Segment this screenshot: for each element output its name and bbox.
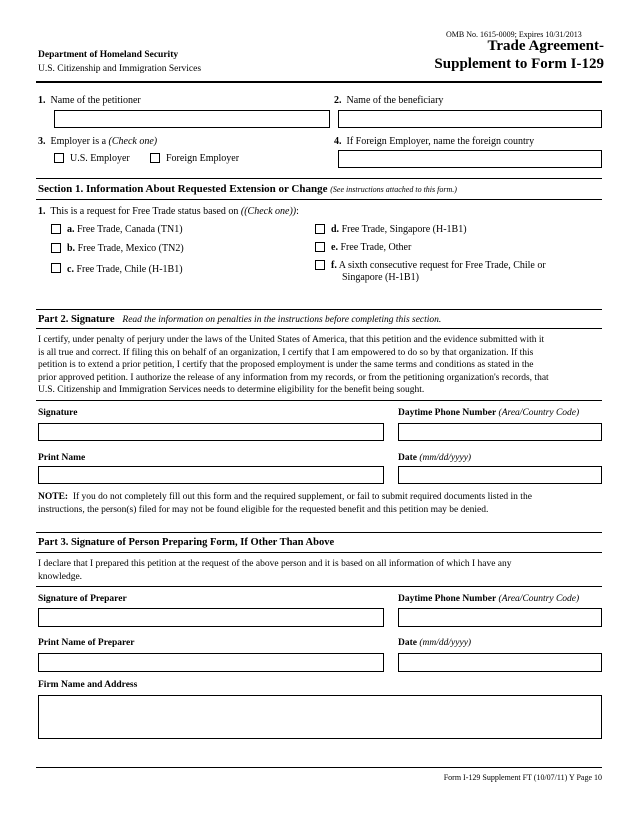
foreign-country-input[interactable] (338, 150, 602, 168)
q4-label: 4. If Foreign Employer, name the foreign country (334, 136, 535, 147)
q3-label: 3. Employer is a (Check one) (38, 136, 158, 147)
preparer-phone-label: Daytime Phone Number (Area/Country Code) (398, 594, 580, 604)
canada-tn1-label: a. Free Trade, Canada (TN1) (67, 224, 183, 235)
signature-label: Signature (38, 408, 78, 418)
section1-bottom-rule (36, 199, 602, 200)
agency-name: U.S. Citizenship and Immigration Services (38, 64, 202, 74)
mexico-tn2-label: b. Free Trade, Mexico (TN2) (67, 243, 184, 254)
omb-number: OMB No. 1615-0009; Expires 10/31/2013 (446, 30, 582, 39)
phone-label: Daytime Phone Number (Area/Country Code) (398, 408, 580, 418)
section1-question: 1. This is a request for Free Trade status based on ((Check one)): (38, 206, 299, 217)
print-name-label: Print Name (38, 453, 86, 463)
singapore-h1b1-checkbox[interactable] (315, 224, 325, 234)
department-name: Department of Homeland Security (38, 50, 179, 60)
us-employer-label: U.S. Employer (70, 153, 130, 164)
preparer-print-name-input[interactable] (38, 653, 384, 672)
preparer-date-input[interactable] (398, 653, 602, 672)
section1-title: Section 1. Information About Requested Extension or Change (See instructions attached to this form.) (38, 183, 457, 195)
part3-title: Part 3. Signature of Person Preparing Form, If Other Than Above (38, 537, 335, 548)
foreign-employer-checkbox[interactable] (150, 153, 160, 163)
foreign-employer-label: Foreign Employer (166, 153, 240, 164)
q1-label: 1. Name of the petitioner (38, 95, 141, 106)
part2-cert-rule (36, 400, 602, 401)
part3-decl-rule (36, 586, 602, 587)
sixth-request-label: f. A sixth consecutive request for Free Trade, Chile or Singapore (H-1B1) (331, 260, 546, 283)
footer-form-id: Form I-129 Supplement FT (10/07/11) Y Page 10 (443, 773, 602, 782)
part2-bottom-rule (36, 328, 602, 329)
canada-tn1-checkbox[interactable] (51, 224, 61, 234)
header-divider (36, 81, 602, 83)
free-trade-other-checkbox[interactable] (315, 242, 325, 252)
firm-name-address-label: Firm Name and Address (38, 680, 138, 690)
preparer-date-label: Date (mm/dd/yyyy) (398, 638, 472, 648)
form-title-line1: Trade Agreement- (487, 38, 604, 54)
sixth-request-checkbox[interactable] (315, 260, 325, 270)
signature-input[interactable] (38, 423, 384, 441)
petitioner-name-input[interactable] (54, 110, 330, 128)
footer-rule (36, 767, 602, 768)
form-title-line2: Supplement to Form I-129 (434, 56, 604, 72)
date-label: Date (mm/dd/yyyy) (398, 453, 472, 463)
firm-name-address-input[interactable] (38, 695, 602, 739)
preparer-signature-label: Signature of Preparer (38, 594, 127, 604)
section1-top-rule (36, 178, 602, 179)
declaration-text: I declare that I prepared this petition at the request of the above person and it is based on all information of which I have any knowledge. (38, 559, 512, 582)
date-input[interactable] (398, 466, 602, 484)
preparer-signature-input[interactable] (38, 608, 384, 627)
preparer-phone-input[interactable] (398, 608, 602, 627)
part3-top-rule (36, 532, 602, 533)
phone-input[interactable] (398, 423, 602, 441)
beneficiary-name-input[interactable] (338, 110, 602, 128)
print-name-input[interactable] (38, 466, 384, 484)
singapore-h1b1-label: d. Free Trade, Singapore (H-1B1) (331, 224, 467, 235)
part3-bottom-rule (36, 552, 602, 553)
preparer-print-name-label: Print Name of Preparer (38, 638, 135, 648)
free-trade-other-label: e. Free Trade, Other (331, 242, 412, 253)
part2-top-rule (36, 309, 602, 310)
us-employer-checkbox[interactable] (54, 153, 64, 163)
certification-text: I certify, under penalty of perjury under the laws of the United States of America, that this petition and the evidence submitted with it is all true and correct. If filing this on behalf of an organization, I certify that I am empowered to do so by that organization. If this petition is to extend a prior petition, I certify that the proposed employment is under the same terms and conditions as stated in the prior approved petition. I authorize the release of any information from my records, or from the petitioning organization's records, that U.S. Citizenship and Immigration Services needs to determine eligibility for the benefit being sought. (38, 335, 549, 396)
mexico-tn2-checkbox[interactable] (51, 243, 61, 253)
q2-label: 2. Name of the beneficiary (334, 95, 444, 106)
part2-title: Part 2. Signature Read the information on penalties in the instructions before completing this section. (38, 314, 442, 325)
chile-h1b1-checkbox[interactable] (51, 263, 61, 273)
chile-h1b1-label: c. Free Trade, Chile (H-1B1) (67, 264, 183, 275)
note-text: NOTE: If you do not completely fill out this form and the required supplement, or fail to submit required documents listed in the instructions, the person(s) filed for may not be found eligible for the requested benefit and this petition may be denied. (38, 492, 532, 515)
